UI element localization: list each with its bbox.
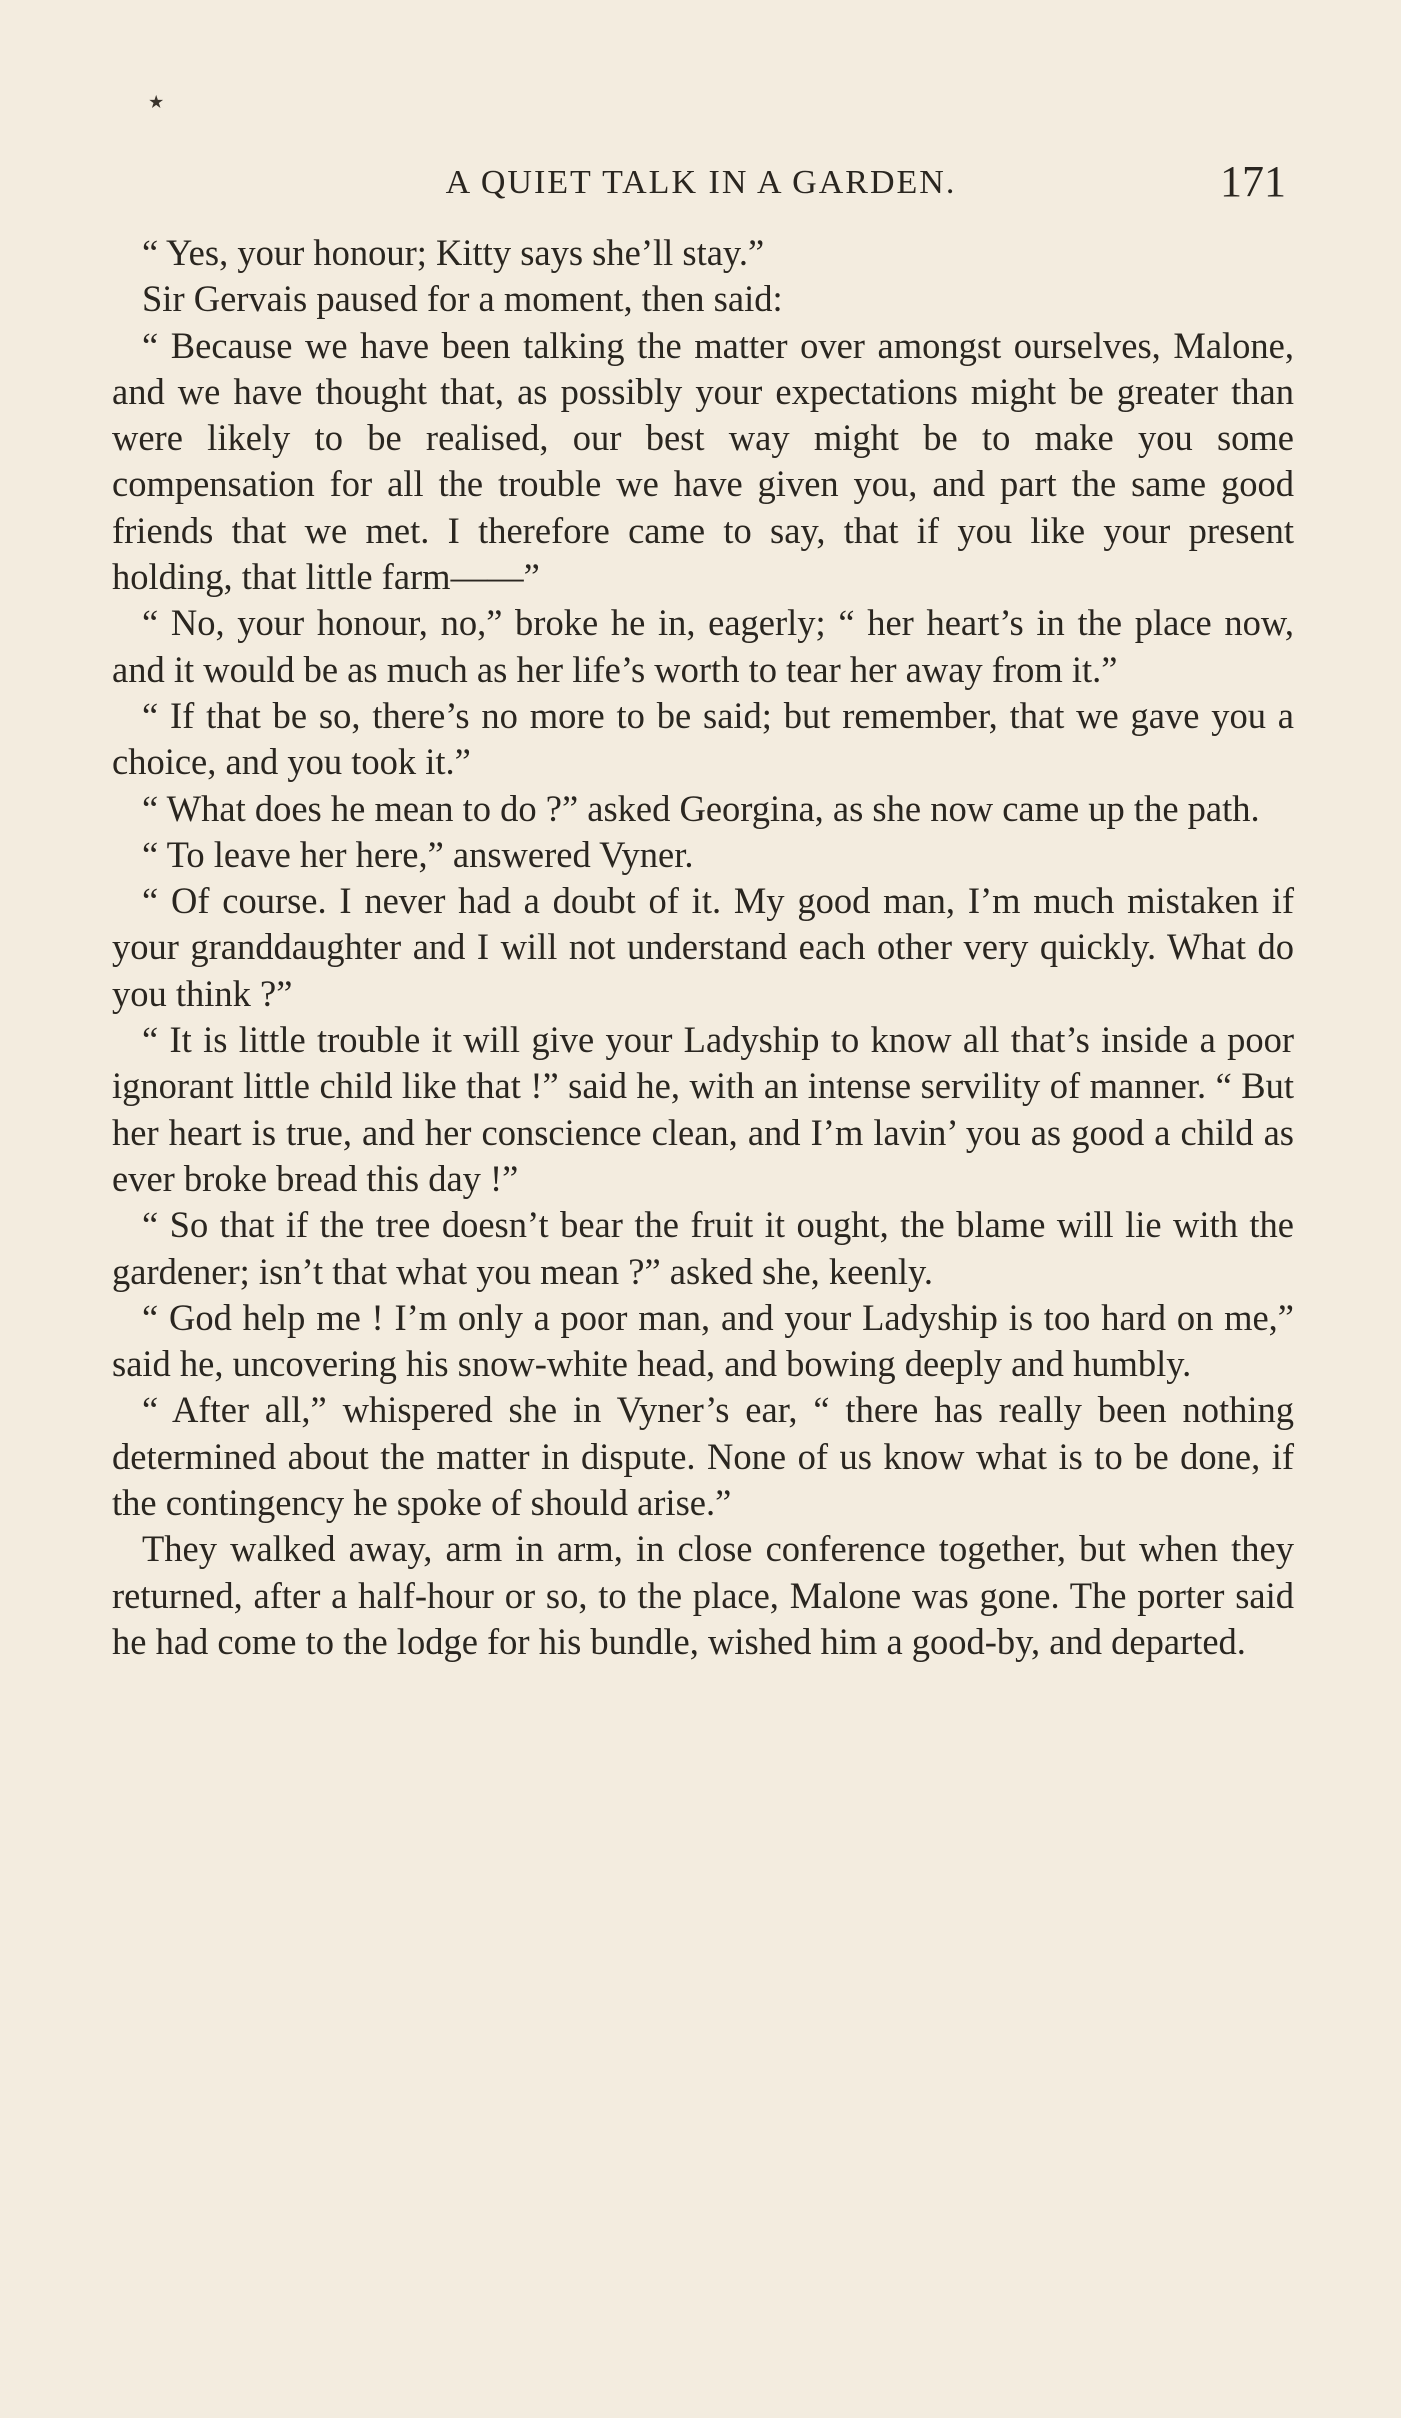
paragraph: “ After all,” whispered she in Vyner’s ear, “ there has really been nothing determined about the matter in dispute. None of us know what is to be done, if the contingency he spoke of should arise.” xyxy=(112,1389,1294,1524)
page-number: 171 xyxy=(1220,157,1286,206)
paragraph: “ So that if the tree doesn’t bear the fruit it ought, the blame will lie with the gardener; isn’t that what you mean ?” asked she, keenly. xyxy=(112,1204,1294,1292)
body-text xyxy=(112,230,1294,1665)
paragraph: “ If that be so, there’s no more to be said; but remember, that we gave you a choice, and you took it.” xyxy=(112,694,1294,783)
page-header xyxy=(110,156,1292,212)
paragraph: “ To leave her here,” answered Vyner. xyxy=(142,833,694,875)
paragraph: “ No, your honour, no,” broke he in, eagerly; “ her heart’s in the place now, and it would be as much as her life’s worth to tear her away from it.” xyxy=(112,602,1294,690)
running-head: A QUIET TALK IN A GARDEN. xyxy=(445,164,957,201)
paragraph: “ Yes, your honour; Kitty says she’ll stay.” xyxy=(142,232,765,273)
paragraph: “ It is little trouble it will give your Ladyship to know all that’s inside a poor ignorant little child like that !” said he, with an intense servility of manner. “ But her heart is true, and her conscience clean, and I’m lavin’ you as good a child as ever broke bread this day !” xyxy=(112,1019,1294,1199)
paragraph: “ What does he mean to do ?” asked Georgina, as she now came up the path. xyxy=(142,787,1260,829)
corner-mark: ٭ xyxy=(148,85,165,118)
paragraph: “ Of course. I never had a doubt of it. My good man, I’m much mistaken if your granddaughter and I will not understand each other very quickly. What do you think ?” xyxy=(112,880,1294,1014)
paragraph: Sir Gervais paused for a moment, then said: xyxy=(142,278,783,320)
paragraph: “ Because we have been talking the matter over amongst ourselves, Malone, and we have thought that, as possibly your expectations might be greater than were likely to be realised, our best way might be to make you some compensation for all the trouble we have given you, and part the same good friends that we met. I therefore came to say, that if you like your present holding, that little farm——” xyxy=(112,324,1294,598)
paragraph: They walked away, arm in arm, in close conference together, but when they returned, after a half-hour or so, to the place, Malone was gone. The porter said he had come to the lodge for his bundle, wished him a good-by, and departed. xyxy=(112,1528,1294,1662)
paragraph: “ God help me ! I’m only a poor man, and your Ladyship is too hard on me,” said he, uncovering his snow-white head, and bowing deeply and humbly. xyxy=(112,1296,1294,1385)
